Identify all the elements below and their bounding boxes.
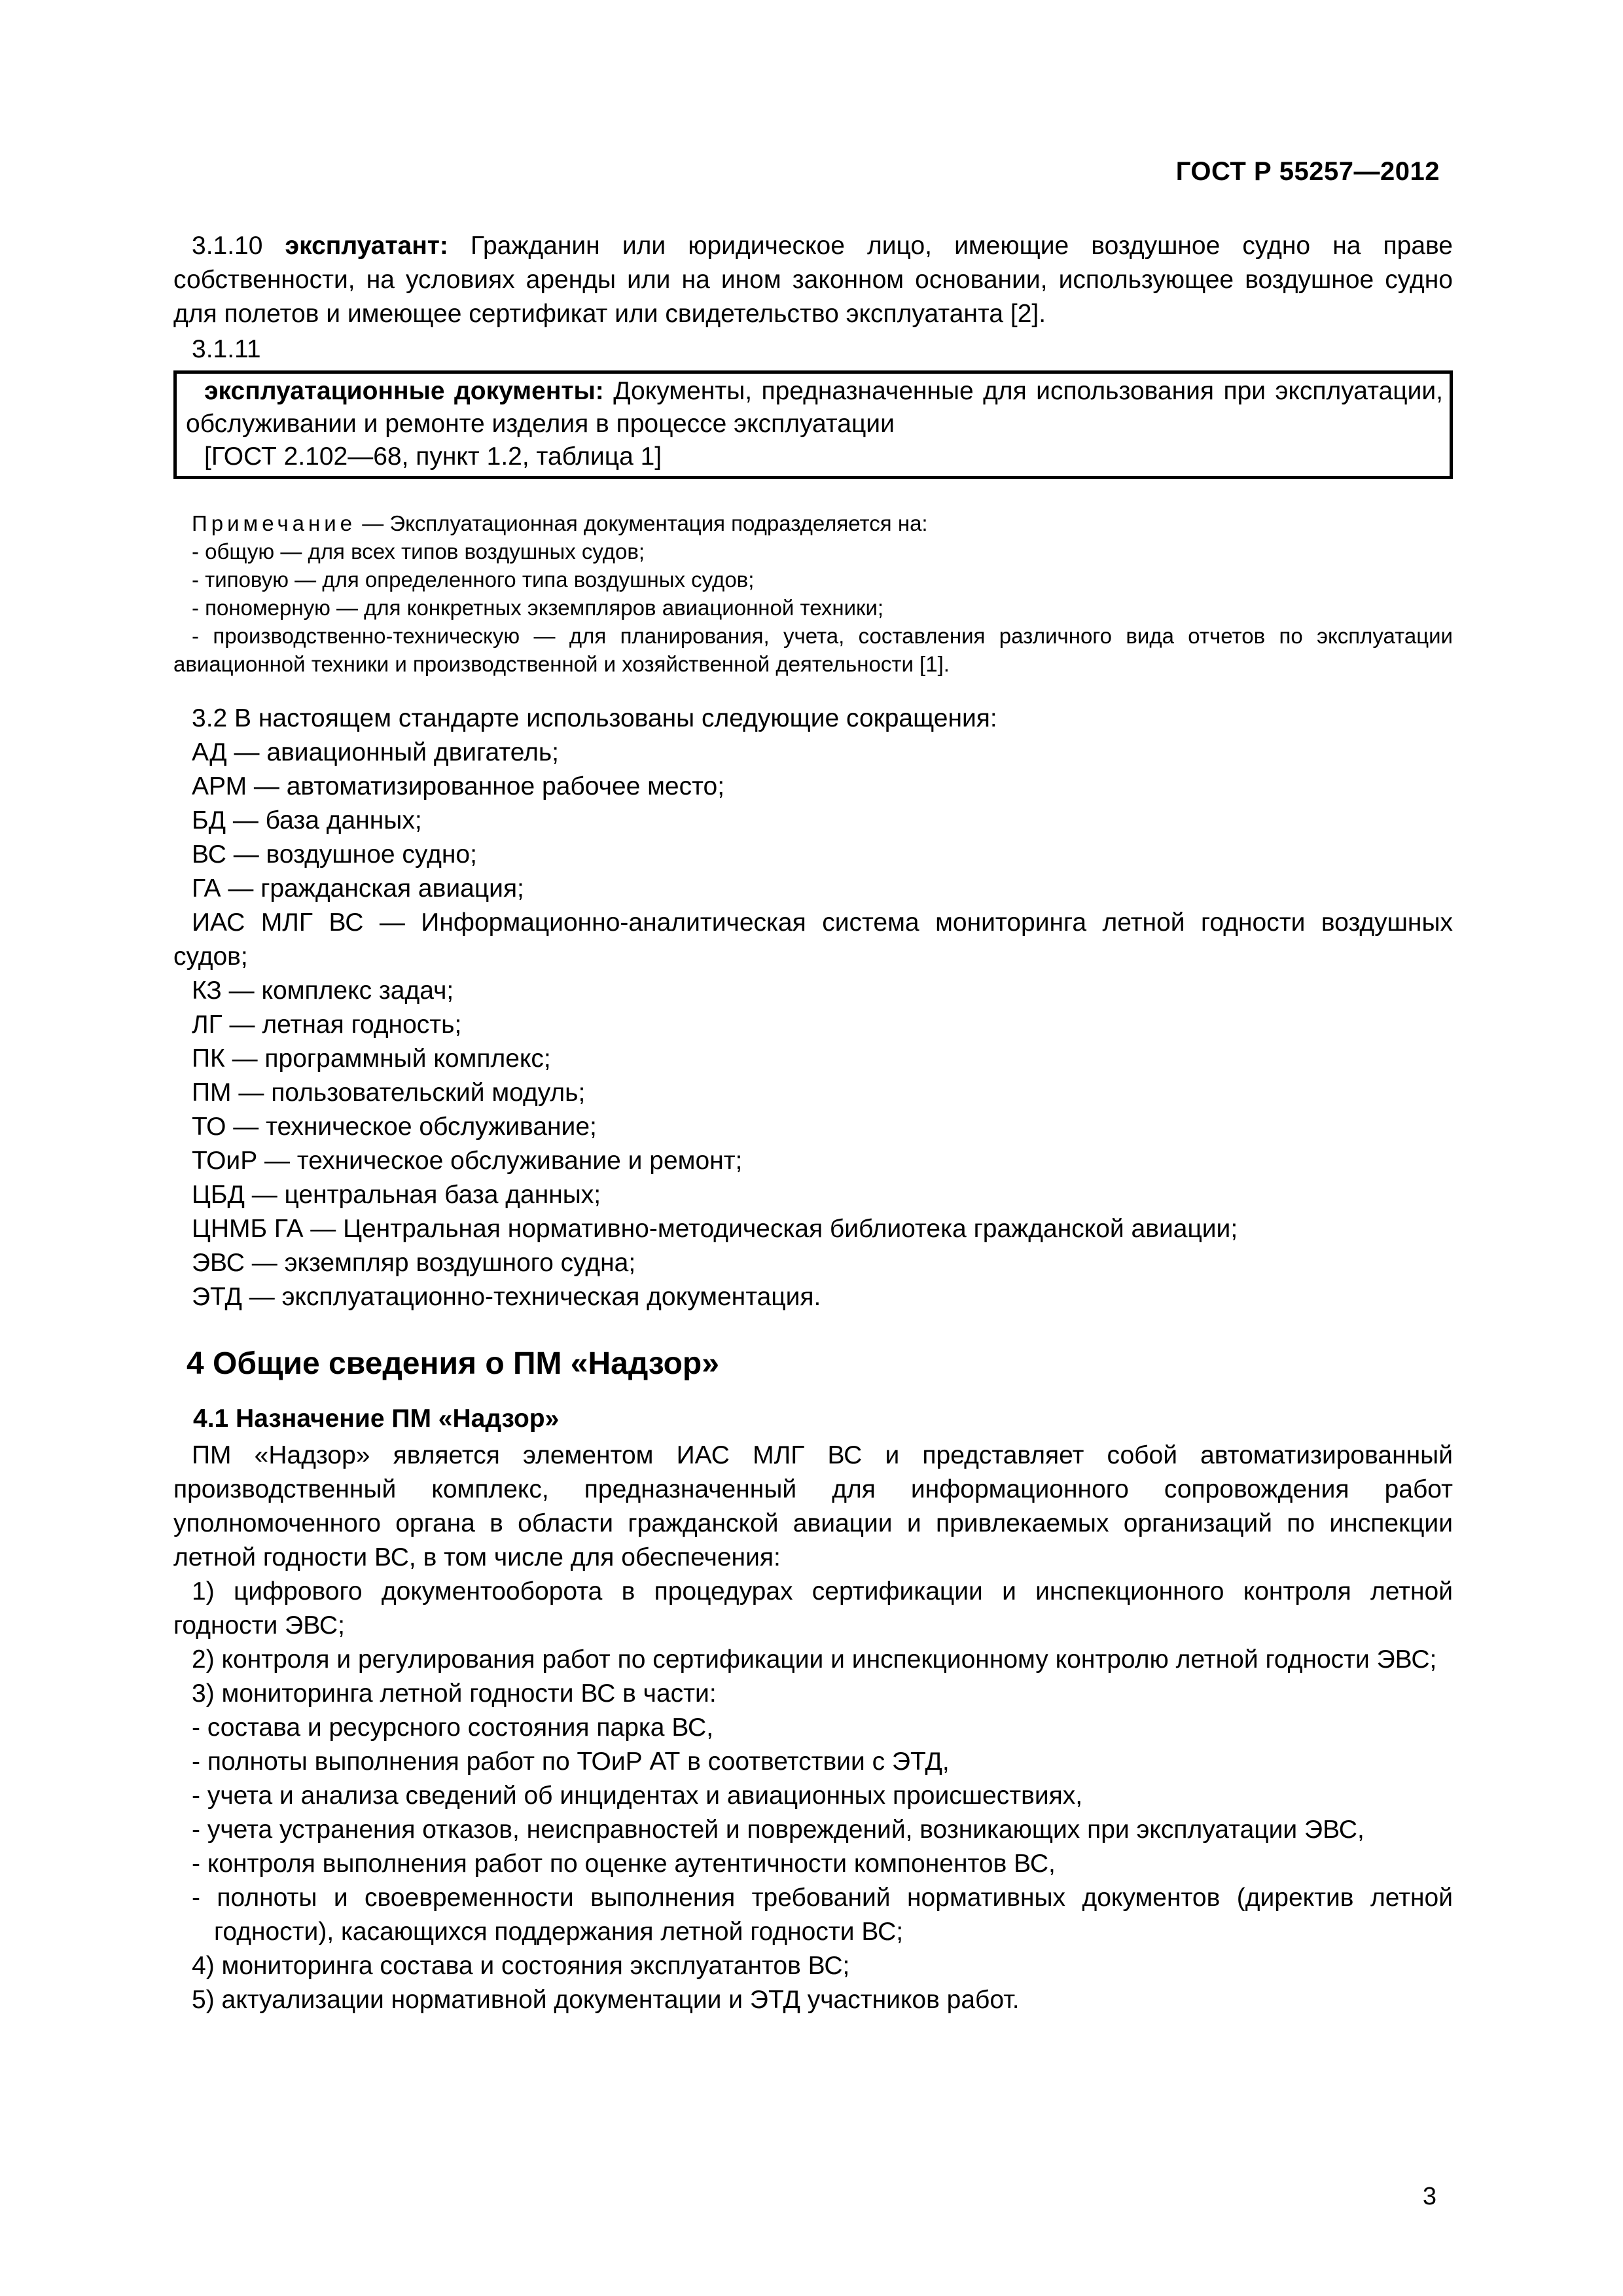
note-intro: Примечание — Эксплуатационная документация подразделяется на: xyxy=(192,511,928,535)
abbreviation-item: ТОиР — техническое обслуживание и ремонт; xyxy=(192,1147,743,1175)
abbreviation-item: ПМ — пользовательский модуль; xyxy=(192,1079,586,1107)
abbreviation-item: ЦНМБ ГА — Центральная нормативно-методическая библиотека гражданской авиации; xyxy=(192,1215,1238,1243)
abbreviation-item: ГА — гражданская авиация; xyxy=(192,874,524,903)
abbreviation-item: ПК — программный комплекс; xyxy=(192,1045,551,1073)
sub-list-item: - учета и анализа сведений об инцидентах и авиационных происшествиях, xyxy=(192,1782,1083,1810)
list-item: 1) цифрового документооборота в процедурах сертификации и инспекционного контроля летной годности ЭВС; xyxy=(173,1577,1453,1640)
term: эксплуатационные документы: xyxy=(204,377,604,405)
sub-list-item: - учета устранения отказов, неисправностей и повреждений, возникающих при эксплуатации ЭВС, xyxy=(192,1816,1364,1844)
list-item: 3) мониторинга летной годности ВС в части: xyxy=(192,1679,717,1708)
abbreviations-section xyxy=(173,702,1453,1314)
abbreviation-item: ЦБД — центральная база данных; xyxy=(192,1181,601,1209)
note xyxy=(173,509,1453,678)
list-item: 5) актуализации нормативной документации и ЭТД участников работ. xyxy=(192,1986,1020,2014)
abbreviation-item: АРМ — автоматизированное рабочее место; xyxy=(192,772,725,800)
subsection-body xyxy=(173,1439,1453,2017)
definition-reference: [ГОСТ 2.102—68, пункт 1.2, таблица 1] xyxy=(204,442,662,471)
note-item: - производственно-техническую — для планирования, учета, составления различного вида отчетов по эксплуатации авиационной техники и производственной и хозяйственной деятельности [1]. xyxy=(173,624,1453,676)
abbreviation-item: БД — база данных; xyxy=(192,806,422,834)
definition-3-1-10 xyxy=(173,229,1453,331)
document-id: ГОСТ Р 55257—2012 xyxy=(1175,157,1440,186)
abbreviation-item: ВС — воздушное судно; xyxy=(192,840,477,869)
clause-number: 3.1.10 xyxy=(192,232,263,260)
abbreviation-item: ТО — техническое обслуживание; xyxy=(192,1113,597,1141)
sub-list-item: - состава и ресурсного состояния парка ВС, xyxy=(192,1713,714,1742)
subsection-heading: 4.1 Назначение ПМ «Надзор» xyxy=(193,1405,560,1433)
definition-text: Документы, предназначенные для использования при эксплуатации, обслуживании и ремонте изделия в процессе эксплуатации xyxy=(186,377,1443,438)
clause-number-3-1-11: 3.1.11 xyxy=(192,335,261,363)
definition-box xyxy=(173,370,1453,479)
section-heading: 4 Общие сведения о ПМ «Надзор» xyxy=(187,1346,719,1381)
document-body xyxy=(173,229,1453,2017)
abbreviation-item: ЛГ — летная годность; xyxy=(192,1011,462,1039)
term: эксплуатант: xyxy=(285,232,448,260)
definition-text: Гражданин или юридическое лицо, имеющие воздушное судно на праве собственности, на условиях аренды или на ином законном основании, использующее воздушное судно для полетов и имеющее сертификат или свидетельство эксплуатанта [2]. xyxy=(173,232,1453,328)
sub-list-item: - полноты и своевременности выполнения требований нормативных документов (директив летной годности), касающихся поддержания летной годности ВС; xyxy=(192,1884,1453,1946)
abbreviation-item: КЗ — комплекс задач; xyxy=(192,977,454,1005)
paragraph: ПМ «Надзор» является элементом ИАС МЛГ ВС и представляет собой автоматизированный производственный комплекс, предназначенный для информационного сопровождения работ уполномоченного органа в области гражданской авиации и привлекаемых организаций по инспекции летной годности ВС, в том числе для обеспечения: xyxy=(173,1441,1453,1571)
note-item: - типовую — для определенного типа воздушных судов; xyxy=(192,567,755,592)
list-item: 4) мониторинга состава и состояния эксплуатантов ВС; xyxy=(192,1952,850,1980)
abbreviation-item: АД — авиационный двигатель; xyxy=(192,738,560,766)
sub-list-item: - полноты выполнения работ по ТОиР АТ в соответствии с ЭТД, xyxy=(192,1748,950,1776)
note-item: - пономерную — для конкретных экземпляров авиационной техники; xyxy=(192,596,884,620)
abbreviation-item: ЭТД — эксплуатационно-техническая документация. xyxy=(192,1283,821,1311)
abbreviation-item: ЭВС — экземпляр воздушного судна; xyxy=(192,1249,636,1277)
abbreviation-item: ИАС МЛГ ВС — Информационно-аналитическая система мониторинга летной годности воздушных судов; xyxy=(173,908,1453,971)
abbreviations-intro: 3.2 В настоящем стандарте использованы следующие сокращения: xyxy=(192,704,997,732)
definition-3-1-11 xyxy=(186,375,1443,440)
page-number: 3 xyxy=(1422,2183,1436,2210)
note-item: - общую — для всех типов воздушных судов; xyxy=(192,539,645,564)
list-item: 2) контроля и регулирования работ по сертификации и инспекционному контролю летной годности ЭВС; xyxy=(192,1645,1437,1674)
sub-list-item: - контроля выполнения работ по оценке аутентичности компонентов ВС, xyxy=(192,1850,1056,1878)
note-label: Примечание xyxy=(192,511,357,535)
